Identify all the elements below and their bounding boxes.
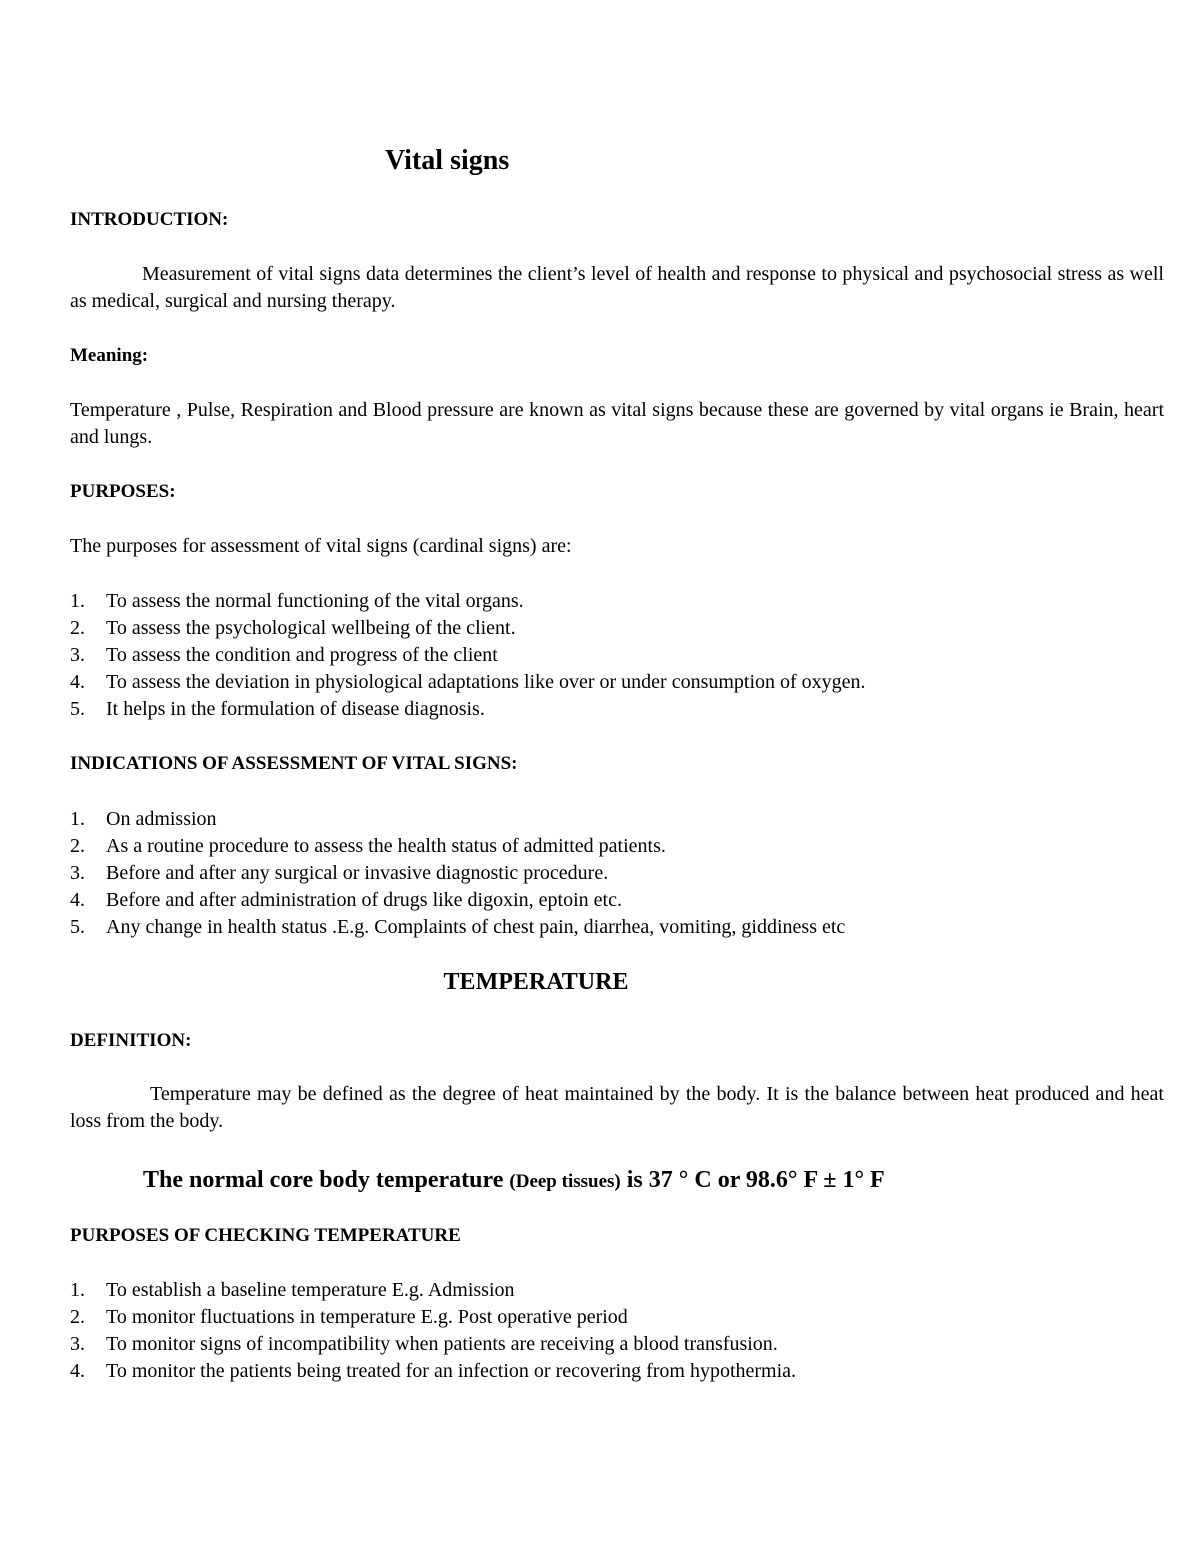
normal-temp-part-1: The normal core body temperature bbox=[143, 1167, 510, 1193]
introduction-text: Measurement of vital signs data determines the client’s level of health and response to physical and psychosocial stress as well as medical, surgical and nursing therapy. bbox=[70, 263, 1164, 312]
normal-temp-part-3: is 37 ° C or 98.6° F ± 1° F bbox=[620, 1167, 885, 1193]
list-item bbox=[70, 696, 866, 723]
list-text: To assess the deviation in physiological adaptations like over or under consumption of oxygen. bbox=[106, 671, 866, 693]
list-text: To monitor the patients being treated for an infection or recovering from hypothermia. bbox=[106, 1360, 797, 1382]
list-number: 4. bbox=[70, 889, 85, 911]
list-text: To monitor signs of incompatibility when patients are receiving a blood transfusion. bbox=[106, 1333, 778, 1355]
list-number: 5. bbox=[70, 916, 85, 938]
list-item bbox=[70, 806, 845, 833]
purposes-list bbox=[70, 588, 866, 723]
list-item bbox=[70, 588, 866, 615]
indications-list bbox=[70, 806, 845, 941]
normal-temperature-statement bbox=[143, 1165, 885, 1197]
purposes-heading: PURPOSES: bbox=[70, 481, 176, 502]
list-number: 3. bbox=[70, 862, 85, 884]
list-item bbox=[70, 1304, 796, 1331]
list-number: 2. bbox=[70, 1306, 85, 1328]
list-item bbox=[70, 860, 845, 887]
list-text: Any change in health status .E.g. Complaints of chest pain, diarrhea, vomiting, giddiness etc bbox=[106, 916, 846, 938]
normal-temp-part-2: (Deep tissues) bbox=[509, 1171, 621, 1192]
list-text: To monitor fluctuations in temperature E.g. Post operative period bbox=[106, 1306, 628, 1328]
introduction-heading: INTRODUCTION: bbox=[70, 209, 229, 230]
list-item bbox=[70, 914, 845, 941]
list-text: To assess the condition and progress of the client bbox=[106, 644, 498, 666]
list-text: Before and after administration of drugs like digoxin, eptoin etc. bbox=[106, 889, 622, 911]
list-number: 5. bbox=[70, 698, 85, 720]
meaning-text: Temperature , Pulse, Respiration and Blood pressure are known as vital signs because these are governed by vital organs ie Brain, heart and lungs. bbox=[70, 399, 1164, 448]
temperature-heading: TEMPERATURE bbox=[443, 969, 629, 995]
list-text: On admission bbox=[106, 808, 217, 830]
definition-heading: DEFINITION: bbox=[70, 1030, 192, 1051]
list-number: 3. bbox=[70, 644, 85, 666]
meaning-heading: Meaning: bbox=[70, 345, 149, 366]
list-item bbox=[70, 1358, 796, 1385]
list-item bbox=[70, 1277, 796, 1304]
list-text: To assess the normal functioning of the vital organs. bbox=[106, 590, 524, 612]
list-number: 1. bbox=[70, 808, 85, 830]
list-text: It helps in the formulation of disease diagnosis. bbox=[106, 698, 485, 720]
page-title: Vital signs bbox=[385, 145, 510, 176]
list-number: 4. bbox=[70, 1360, 85, 1382]
list-number: 4. bbox=[70, 671, 85, 693]
list-item bbox=[70, 642, 866, 669]
list-number: 2. bbox=[70, 617, 85, 639]
list-item bbox=[70, 887, 845, 914]
list-number: 1. bbox=[70, 590, 85, 612]
list-item bbox=[70, 833, 845, 860]
list-text: To establish a baseline temperature E.g. Admission bbox=[106, 1279, 515, 1301]
list-number: 1. bbox=[70, 1279, 85, 1301]
purposes-intro: The purposes for assessment of vital signs (cardinal signs) are: bbox=[70, 535, 572, 557]
list-text: To assess the psychological wellbeing of the client. bbox=[106, 617, 516, 639]
indications-heading: INDICATIONS OF ASSESSMENT OF VITAL SIGNS: bbox=[70, 753, 518, 774]
checking-temperature-heading: PURPOSES OF CHECKING TEMPERATURE bbox=[70, 1225, 461, 1246]
definition-text: Temperature may be defined as the degree of heat maintained by the body. It is the balance between heat produced and heat loss from the body. bbox=[70, 1083, 1164, 1132]
checking-temperature-list bbox=[70, 1277, 796, 1385]
list-item bbox=[70, 1331, 796, 1358]
list-number: 3. bbox=[70, 1333, 85, 1355]
list-item bbox=[70, 669, 866, 696]
list-text: As a routine procedure to assess the health status of admitted patients. bbox=[106, 835, 666, 857]
list-item bbox=[70, 615, 866, 642]
list-number: 2. bbox=[70, 835, 85, 857]
list-text: Before and after any surgical or invasive diagnostic procedure. bbox=[106, 862, 609, 884]
